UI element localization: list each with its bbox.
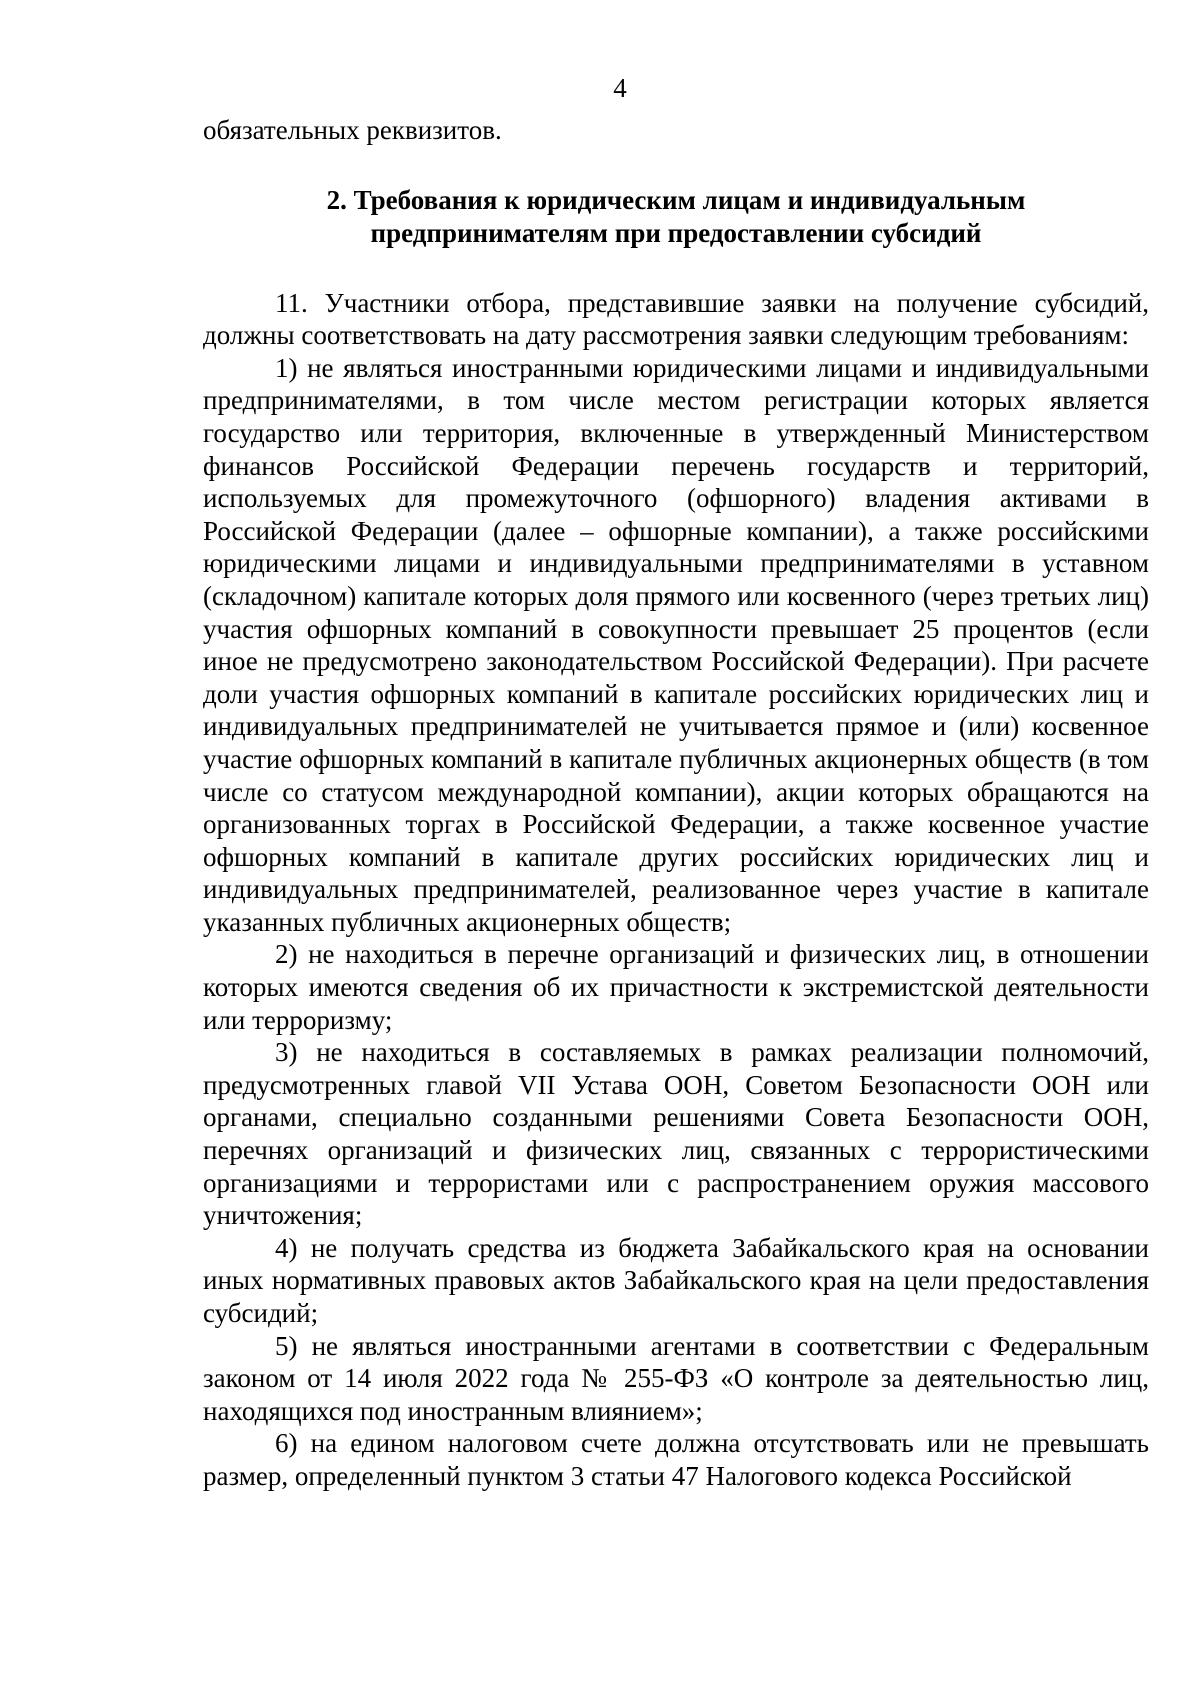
section-heading-line-1: 2. Требования к юридическим лицам и индивидуальным (326, 184, 1026, 215)
paragraph-item-5: 5) не являться иностранными агентами в соответствии с Федеральным законом от 14 июля 2022 года № 255-ФЗ «О контроле за деятельностью лиц, находящихся под иностранным влиянием»; (203, 1330, 1149, 1426)
continuation-text: обязательных реквизитов. (203, 115, 502, 145)
paragraph-item-3: 3) не находиться в составляемых в рамках реализации полномочий, предусмотренных главой VII Устава ООН, Советом Безопасности ООН или органами, специально созданными решениями Совета Безопасности ООН, перечнях организаций и физических лиц, связанных с террористическими организациями и террористами или с распространением оружия массового уничтожения; (203, 1037, 1149, 1231)
paragraph-item-4: 4) не получать средства из бюджета Забайкальского края на основании иных нормативных правовых актов Забайкальского края на цели предоставления субсидий; (203, 1232, 1149, 1328)
paragraph-11: 11. Участники отбора, представившие заявки на получение субсидий, должны соответствовать на дату рассмотрения заявки следующим требованиям: (203, 287, 1149, 351)
paragraph-item-1: 1) не являться иностранными юридическими лицами и индивидуальными предпринимателями, в том числе местом регистрации которых является государство или территория, включенные в утвержденный Министерством финансов Российской Федерации перечень государств и территорий, используемых для промежуточного (офшорного) владения активами в Российской Федерации (далее – офшорные компании), а также российскими юридическими лицами и индивидуальными предпринимателями в уставном (складочном) капитале которых доля прямого или косвенного (через третьих лиц) участия офшорных компаний в совокупности превышает 25 процентов (если иное не предусмотрено законодательством Российской Федерации). При расчете доли участия офшорных компаний в капитале российских юридических лиц и индивидуальных предпринимателей не учитывается прямое и (или) косвенное участие офшорных компаний в капитале публичных акционерных обществ (в том числе со статусом международной компании), акции которых обращаются на организованных торгах в Российской Федерации, а также косвенное участие офшорных компаний в капитале других российских юридических лиц и индивидуальных предпринимателей, реализованное через участие в капитале указанных публичных акционерных обществ; (203, 352, 1149, 937)
paragraph-item-6: 6) на едином налоговом счете должна отсутствовать или не превышать размер, определенный пунктом 3 статьи 47 Налогового кодекса Российской (203, 1428, 1149, 1491)
page-number: 4 (613, 73, 627, 103)
section-heading (203, 184, 1149, 250)
document-body (203, 114, 1149, 1493)
paragraph-item-2: 2) не находиться в перечне организаций и физических лиц, в отношении которых имеются сведения об их причастности к экстремистской деятельности или терроризму; (203, 939, 1149, 1035)
section-heading-line-2: предпринимателям при предоставлении субсидий (370, 217, 982, 248)
